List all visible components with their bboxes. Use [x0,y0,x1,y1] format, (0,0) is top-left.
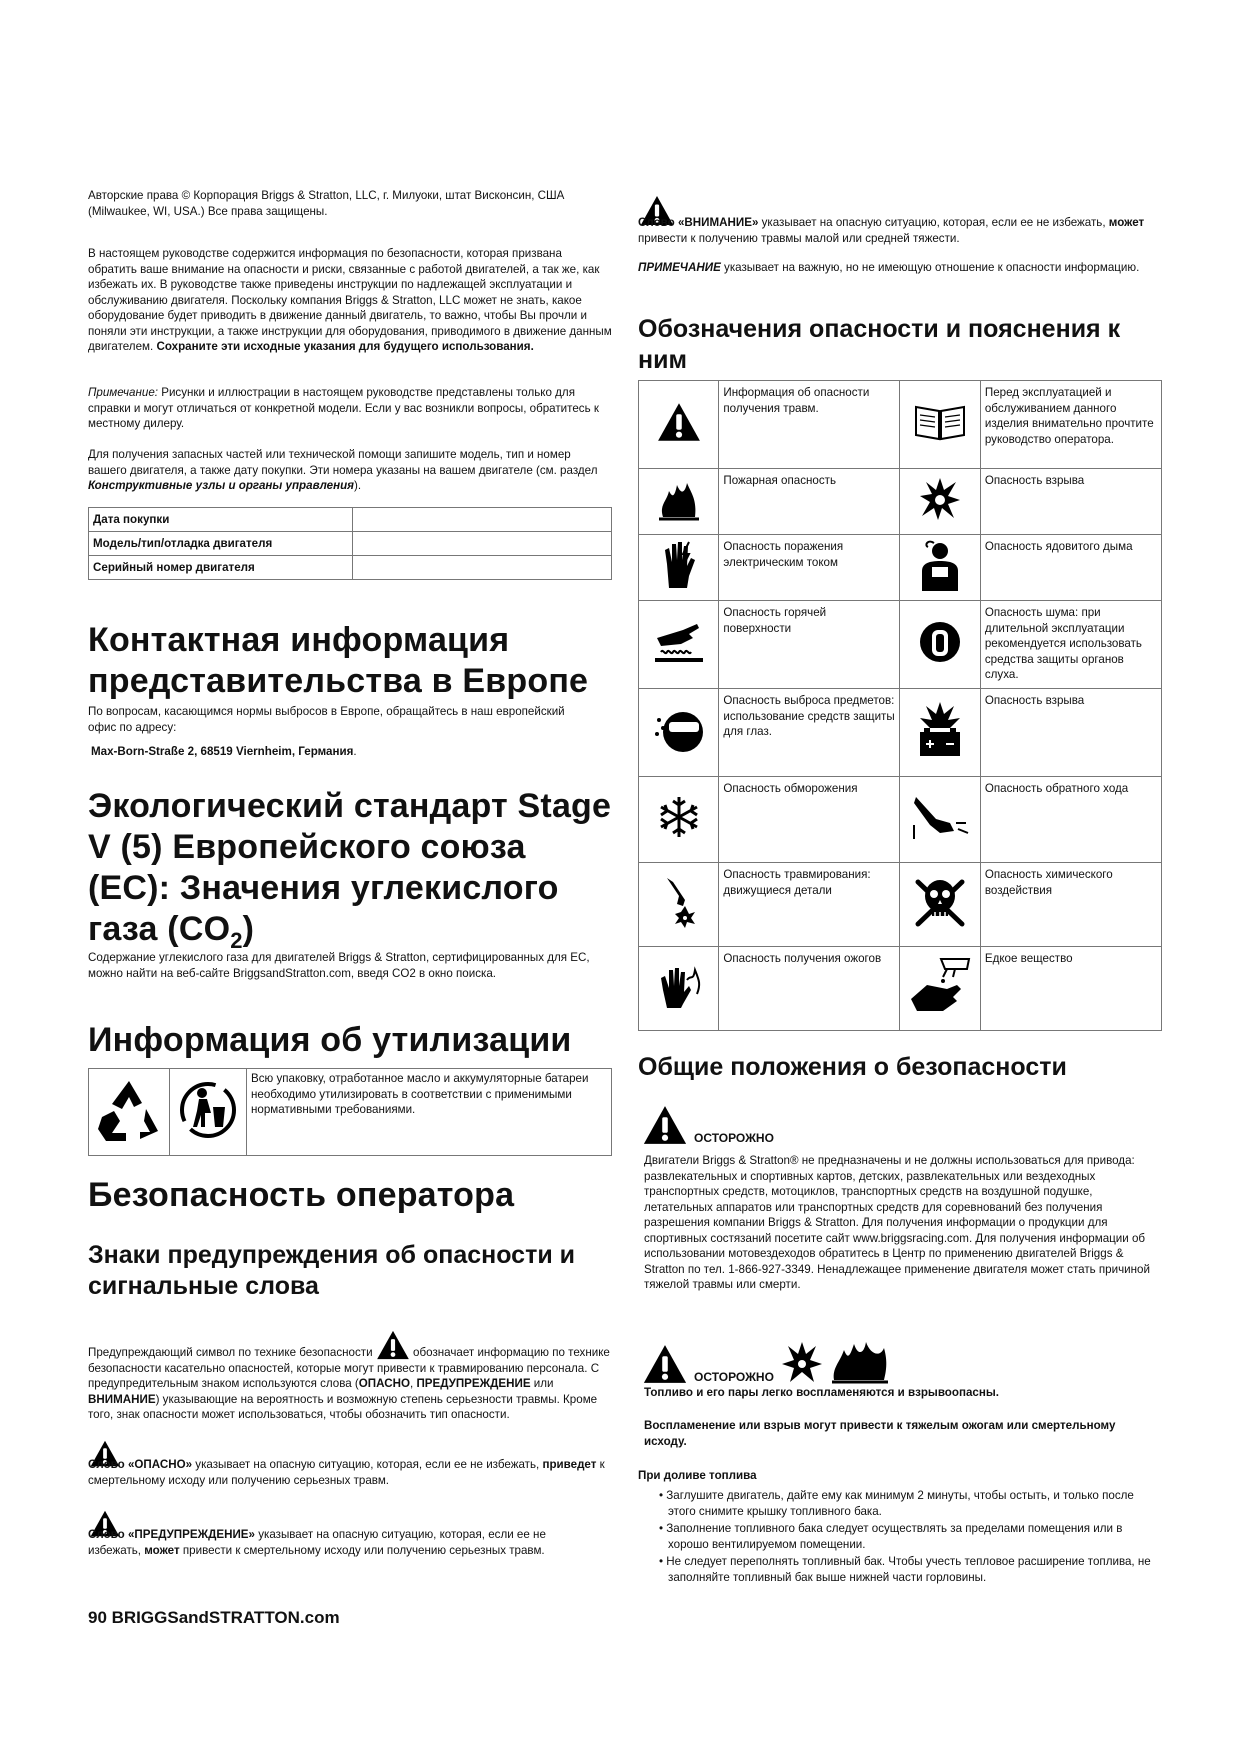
hazard-text: Опасность поражения электрическим током [719,535,900,601]
eco-text: Содержание углекислого газа для двигателей Briggs & Stratton, сертифицированных для ЕС, можно найти на веб-сайте BriggsandStratton.com, введя CO2 в окно поиска. [88,951,590,980]
hearing-protection-icon [900,601,980,689]
warning-bold2: может [144,1543,180,1557]
eco-title-sub: 2 [230,927,243,953]
warning-alert-icon [642,1105,688,1145]
hazard-text: Опасность горячей поверхности [719,601,900,689]
electric-shock-icon [639,535,719,601]
list-item: • Не следует переполнять топливный бак. Чтобы учесть тепловое расширение топлива, не заполняйте топливный бак выше нижней части горловины. [659,1555,1151,1584]
intro-paragraph [88,246,612,355]
disposal-title: Информация об утилизации [88,1021,572,1059]
caution-bold: Слово «ВНИМАНИЕ» [638,216,759,229]
hazard-text: Перед эксплуатацией и обслуживанием данного изделия внимательно прочтите руководство оператора. [980,381,1161,469]
parts-section-link[interactable]: Конструктивные узлы и органы управления [88,479,354,492]
notice-paragraph [638,260,1162,276]
tidyman-icon [170,1069,247,1156]
corrosive-icon [900,947,980,1031]
table-row [639,863,1162,947]
address-text: Max-Born-Straße 2, 68519 Viernheim, Германия [91,745,354,758]
danger-text: указывает на опасную ситуацию, которая, если ее не избежать, [192,1458,543,1471]
model-type-field[interactable] [353,532,612,556]
warning-label: ОСТОРОЖНО [694,1131,774,1145]
frostbite-icon [639,777,719,863]
engine-use-warning-text: Двигатели Briggs & Stratton® не предназначены и не должны использоваться для привода: развлекательных и спортивных картов, детских, развлекательных или вездеходных транспортных средств, мотоциклов, транспортных средств на воздушной подушке, летательных аппаратов или транспортных средств для соревнований без получения разрешения компании Briggs & Stratton. Для получения информации о продукции для спортивных состязаний посетите сайт www.briggsracing.com. Для получения информации об использовании мотовездеходов обратитесь в Центр по применению двигателей Briggs & Stratton по тел. 1-866-927-3349. Ненадлежащее применение двигателя может стать причиной тяжелой травмы или смерти. [644,1154,1150,1291]
kickback-icon [900,777,980,863]
hazard-text: Опасность получения ожогов [719,947,900,1031]
moving-parts-icon [639,863,719,947]
danger-text2: к смертельному исходу или получению серьезных травм. [88,1458,605,1487]
signs-text-b: обозначает информацию по технике безопасности касательно опасностей, которые могут привести к травмированию персонала. С предупредительным знаком используются слова ( [88,1346,610,1390]
contact-address [91,744,591,760]
burn-hazard-icon [639,947,719,1031]
table-row [639,947,1162,1031]
table-row [639,689,1162,777]
list-item: • Заполнение топливного бака следует осуществлять за пределами помещения или в хорошо вентилируемом помещении. [659,1522,1123,1551]
fuel-heading: При доливе топлива [638,1469,757,1482]
operator-safety-title: Безопасность оператора [88,1176,515,1214]
skull-crossbones-icon [900,863,980,947]
table-row [89,556,612,580]
hazard-text: Опасность химического воздействия [980,863,1161,947]
hazard-text: Опасность обратного хода [980,777,1161,863]
danger-paragraph [88,1457,612,1488]
table-row [89,508,612,532]
contact-text: По вопросам, касающимся нормы выбросов в Европе, обращайтесь в наш европейский офис по адресу: [88,705,565,734]
recycle-icon [89,1069,170,1156]
serial-number-field[interactable] [353,556,612,580]
intro-text: В настоящем руководстве содержится информация по безопасности, которая призвана обратить ваше внимание на опасности и риски, связанные с работой двигателей, а так же, как избежать их. В руководстве также приведены инструкции по надлежащей эксплуатации и обслуживанию двигателя. Поскольку компания Briggs & Stratton, LLC может не знать, какое оборудование будет приводить в движение данный двигатель, то важно, чтобы Вы прочли и поняли эти инструкции, а также инструкции для оборудования, приводимого в движение данным двигателем. [88,247,612,353]
table-row [639,469,1162,535]
bullet-text: Заглушите двигатель, дайте ему как минимум 2 минуты, чтобы остыть, и только после этого снимите крышку топливного бака. [666,1489,1134,1518]
table-row [639,381,1162,469]
warning-bold: Слово «ПРЕДУПРЕЖДЕНИЕ» [88,1528,255,1541]
hazard-text: Опасность обморожения [719,777,900,863]
eco-title-close: ) [242,910,255,948]
disposal-table [88,1068,612,1156]
eye-protection-icon [639,689,719,777]
disposal-text: Всю упаковку, отработанное масло и аккумуляторные батареи необходимо утилизировать в соответствии с применимыми нормативными требованиями. [247,1069,612,1156]
table-row [639,601,1162,689]
list-item: • Заглушите двигатель, дайте ему как минимум 2 минуты, чтобы остыть, и только после этого снимите крышку топливного бака. [659,1489,1134,1518]
safety-alert-icon [376,1330,410,1360]
signs-text-a: Предупреждающий символ по технике безопасности [88,1346,373,1359]
caution-text2: привести к получению травмы малой или средней тяжести. [638,231,960,245]
note-paragraph [88,385,612,432]
bullet-text: Заполнение топливного бака следует осуществлять за пределами помещения или в хорошо вентилируемом помещении. [666,1522,1123,1551]
warning-label: ОСТОРОЖНО [694,1370,774,1384]
hazard-text: Опасность шума: при длительной эксплуатации рекомендуется использовать средства защиты органов слуха. [980,601,1161,689]
sep: , [409,1377,417,1390]
signal-word-danger: ОПАСНО [358,1377,410,1390]
fire-icon [830,1338,890,1384]
copyright-text: Авторские права © Корпорация Briggs & Stratton, LLC, г. Милуоки, штат Висконсин, США (Milwaukee, WI, USA.) Все права защищены. [88,189,565,218]
battery-explosion-icon [900,689,980,777]
parts-end: ). [354,479,362,492]
address-end: . [353,745,357,758]
hazard-text: Опасность ядовитого дыма [980,535,1161,601]
parts-text: Для получения запасных частей или технической помощи запишите модель, тип и номер вашего двигателя, а также дату покупки. Эти номера указаны на вашем двигателе (см. раздел [88,448,598,477]
engine-info-table [88,507,612,580]
warning-header-2 [642,1338,890,1384]
notice-bold: ПРИМЕЧАНИЕ [638,261,721,274]
serial-number-label: Серийный номер двигателя [89,556,353,580]
purchase-date-label: Дата покупки [89,508,353,532]
parts-paragraph [88,447,612,494]
table-row [89,532,612,556]
notice-text: указывает на важную, но не имеющую отношение к опасности информацию. [720,261,1140,274]
purchase-date-field[interactable] [353,508,612,532]
toxic-fumes-icon [900,535,980,601]
intro-bold: Сохраните эти исходные указания для будущего использования. [156,340,534,353]
warning-alert-icon [642,1344,688,1384]
table-row [639,777,1162,863]
hazard-text: Едкое вещество [980,947,1161,1031]
warning-text: указывает на опасную ситуацию, которая, если ее не избежать, [88,1528,546,1557]
eco-title-text: Экологический стандарт Stage V (5) Европейского союза (ЕС): Значения углекислого газа (CO [88,787,612,948]
fuel-bullet-list [654,1488,1154,1587]
alert-icon [639,381,719,469]
hazard-text: Пожарная опасность [719,469,900,535]
model-type-label: Модель/тип/отладка двигателя [89,532,353,556]
caution-bold2: может [1108,216,1145,229]
danger-bold: Слово «ОПАСНО» [88,1458,193,1471]
fire-icon [639,469,719,535]
table-row [639,535,1162,601]
signal-word-caution: ВНИМАНИЕ [88,1392,156,1406]
warning-header-1 [642,1105,774,1145]
hazards-title: Обозначения опасности и пояснения к ним [638,315,1121,374]
danger-bold2: приведет [542,1458,597,1471]
signal-word-warning: ПРЕДУПРЕЖДЕНИЕ [416,1377,531,1390]
caution-paragraph [638,215,1162,246]
sep: или [530,1377,554,1390]
bullet-text: Не следует переполнять топливный бак. Чтобы учесть тепловое расширение топлива, не заполняйте топливный бак выше нижней части горловины. [666,1555,1151,1584]
hazard-text: Информация об опасности получения травм. [719,381,900,469]
general-safety-title: Общие положения о безопасности [638,1053,1067,1081]
page-footer: 90 BRIGGSandSTRATTON.com [88,1608,340,1627]
hazard-text: Опасность выброса предметов: использование средств защиты для глаз. [719,689,900,777]
explosion-icon [780,1340,824,1384]
explosion-icon [900,469,980,535]
hazard-text: Опасность взрыва [980,469,1161,535]
eco-title [88,786,612,961]
caution-text: указывает на опасную ситуацию, которая, если ее не избежать, [758,216,1109,229]
signs-title: Знаки предупреждения об опасности и сигнальные слова [88,1241,575,1300]
note-label: Примечание: [88,386,158,399]
signs-text-c: ) указывающие на вероятность и возможную степень серьезности травмы. Кроме того, знак опасности может использоваться, чтобы обозначить тип опасности. [88,1392,598,1421]
note-text: Рисунки и иллюстрации в настоящем руководстве представлены только для справки и могут отличаться от конкретной модели. Если у вас возникли вопросы, обратитесь к местному дилеру. [88,386,599,430]
contact-title: Контактная информация представительства в Европе [88,621,589,700]
warning-paragraph [88,1527,578,1558]
signs-paragraph [88,1330,612,1423]
hazard-symbols-table [638,380,1162,1031]
hazard-text: Опасность взрыва [980,689,1161,777]
fuel-warning-line1: Топливо и его пары легко воспламеняются и взрывоопасны. [644,1386,999,1399]
fuel-warning-line2: Воспламенение или взрыв могут привести к тяжелым ожогам или смертельному исходу. [644,1419,1116,1448]
hazard-text: Опасность травмирования: движущиеся детали [719,863,900,947]
hot-surface-icon [639,601,719,689]
warning-text2: привести к смертельному исходу или получению серьезных травм. [179,1543,545,1557]
manual-icon [900,381,980,469]
